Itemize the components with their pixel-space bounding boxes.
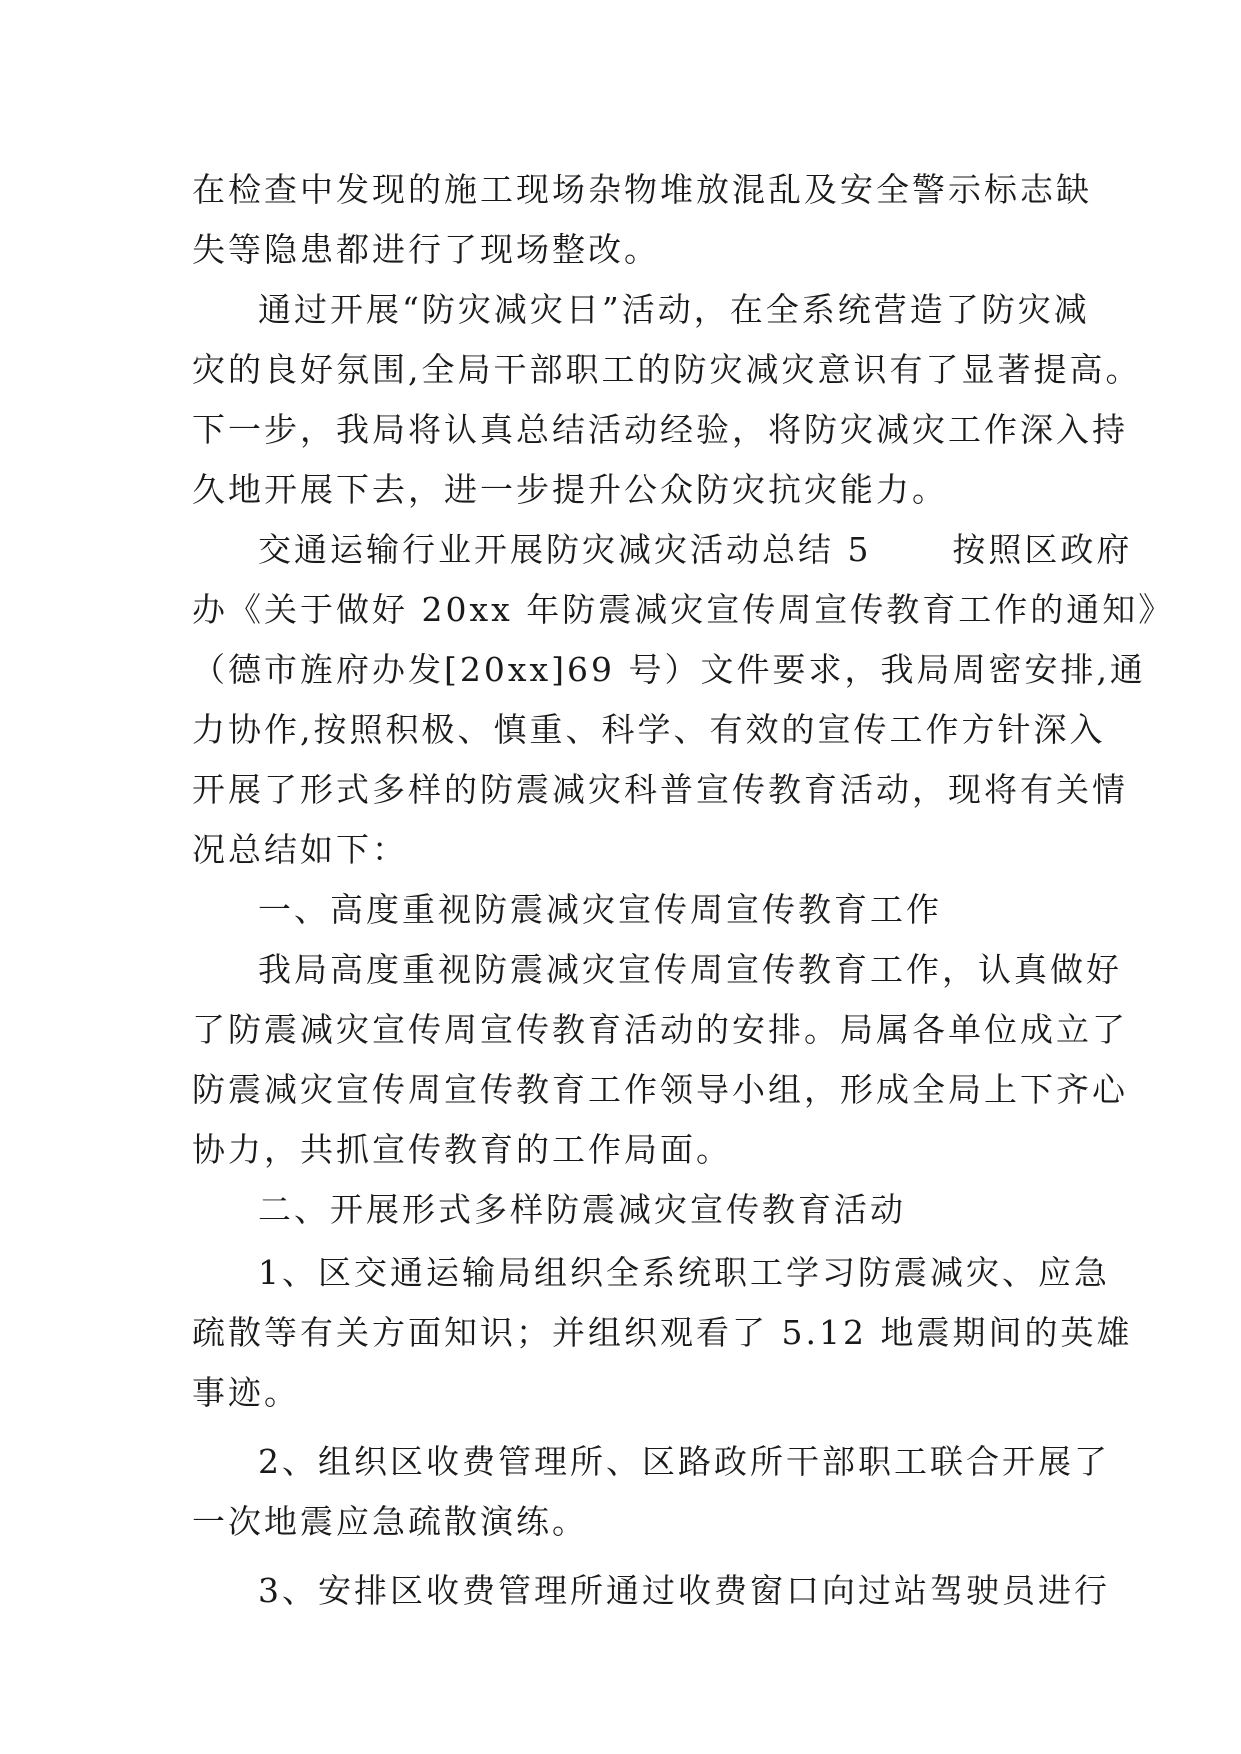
text-line: 协力，共抓宣传教育的工作局面。 xyxy=(192,1130,732,1169)
text-line: 了防震减灾宣传周宣传教育活动的安排。局属各单位成立了 xyxy=(192,1010,1128,1049)
text-line: 2、组织区收费管理所、区路政所干部职工联合开展了 xyxy=(258,1442,1110,1481)
section-heading xyxy=(192,880,1072,940)
text-line: 通过开展“防灾减灾日”活动，在全系统营造了防灾减 xyxy=(258,290,1090,329)
text-line: 开展了形式多样的防震减灾科普宣传教育活动，现将有关情 xyxy=(192,770,1128,809)
text-line: 疏散等有关方面知识；并组织观看了 5.12 地震期间的英雄 xyxy=(192,1313,1133,1352)
text-line: 交通运输行业开展防灾减灾活动总结 5 按照区政府 xyxy=(258,530,1133,569)
text-line: 失等隐患都进行了现场整改。 xyxy=(192,230,660,269)
text-line: 灾的良好氛围,全局干部职工的防灾减灾意识有了显著提高。 xyxy=(192,350,1142,389)
text-line: 防震减灾宣传周宣传教育工作领导小组，形成全局上下齐心 xyxy=(192,1070,1128,1109)
text-line: 1、区交通运输局组织全系统职工学习防震减灾、应急 xyxy=(258,1253,1110,1292)
list-item xyxy=(192,1561,1110,1621)
text-line: 一次地震应急疏散演练。 xyxy=(192,1502,588,1541)
section-heading xyxy=(192,1180,1072,1240)
text-line: 办《关于做好 20xx 年防震减灾宣传周宣传教育工作的通知》 xyxy=(192,590,1175,629)
paragraph xyxy=(192,520,1175,880)
text-line: 况总结如下： xyxy=(192,830,408,869)
text-line: 久地开展下去，进一步提升公众防灾抗灾能力。 xyxy=(192,470,948,509)
paragraph xyxy=(192,280,1142,520)
list-item xyxy=(192,1432,1110,1552)
document-body xyxy=(192,160,1175,1621)
text-line: 下一步，我局将认真总结活动经验，将防灾减灾工作深入持 xyxy=(192,410,1128,449)
text-line: 3、安排区收费管理所通过收费窗口向过站驾驶员进行 xyxy=(258,1571,1110,1610)
text-line: 事迹。 xyxy=(192,1373,300,1412)
text-line: 二、开展形式多样防震减灾宣传教育活动 xyxy=(258,1190,906,1229)
text-line: 我局高度重视防震减灾宣传周宣传教育工作，认真做好 xyxy=(258,950,1122,989)
paragraph xyxy=(192,160,1092,280)
text-line: （德市旌府办发[20xx]69 号）文件要求，我局周密安排,通 xyxy=(192,650,1146,689)
text-line: 在检查中发现的施工现场杂物堆放混乱及安全警示标志缺 xyxy=(192,170,1092,209)
text-line: 一、高度重视防震减灾宣传周宣传教育工作 xyxy=(258,890,942,929)
list-item xyxy=(192,1243,1133,1423)
paragraph xyxy=(192,940,1128,1180)
text-line: 力协作,按照积极、慎重、科学、有效的宣传工作方针深入 xyxy=(192,710,1106,749)
